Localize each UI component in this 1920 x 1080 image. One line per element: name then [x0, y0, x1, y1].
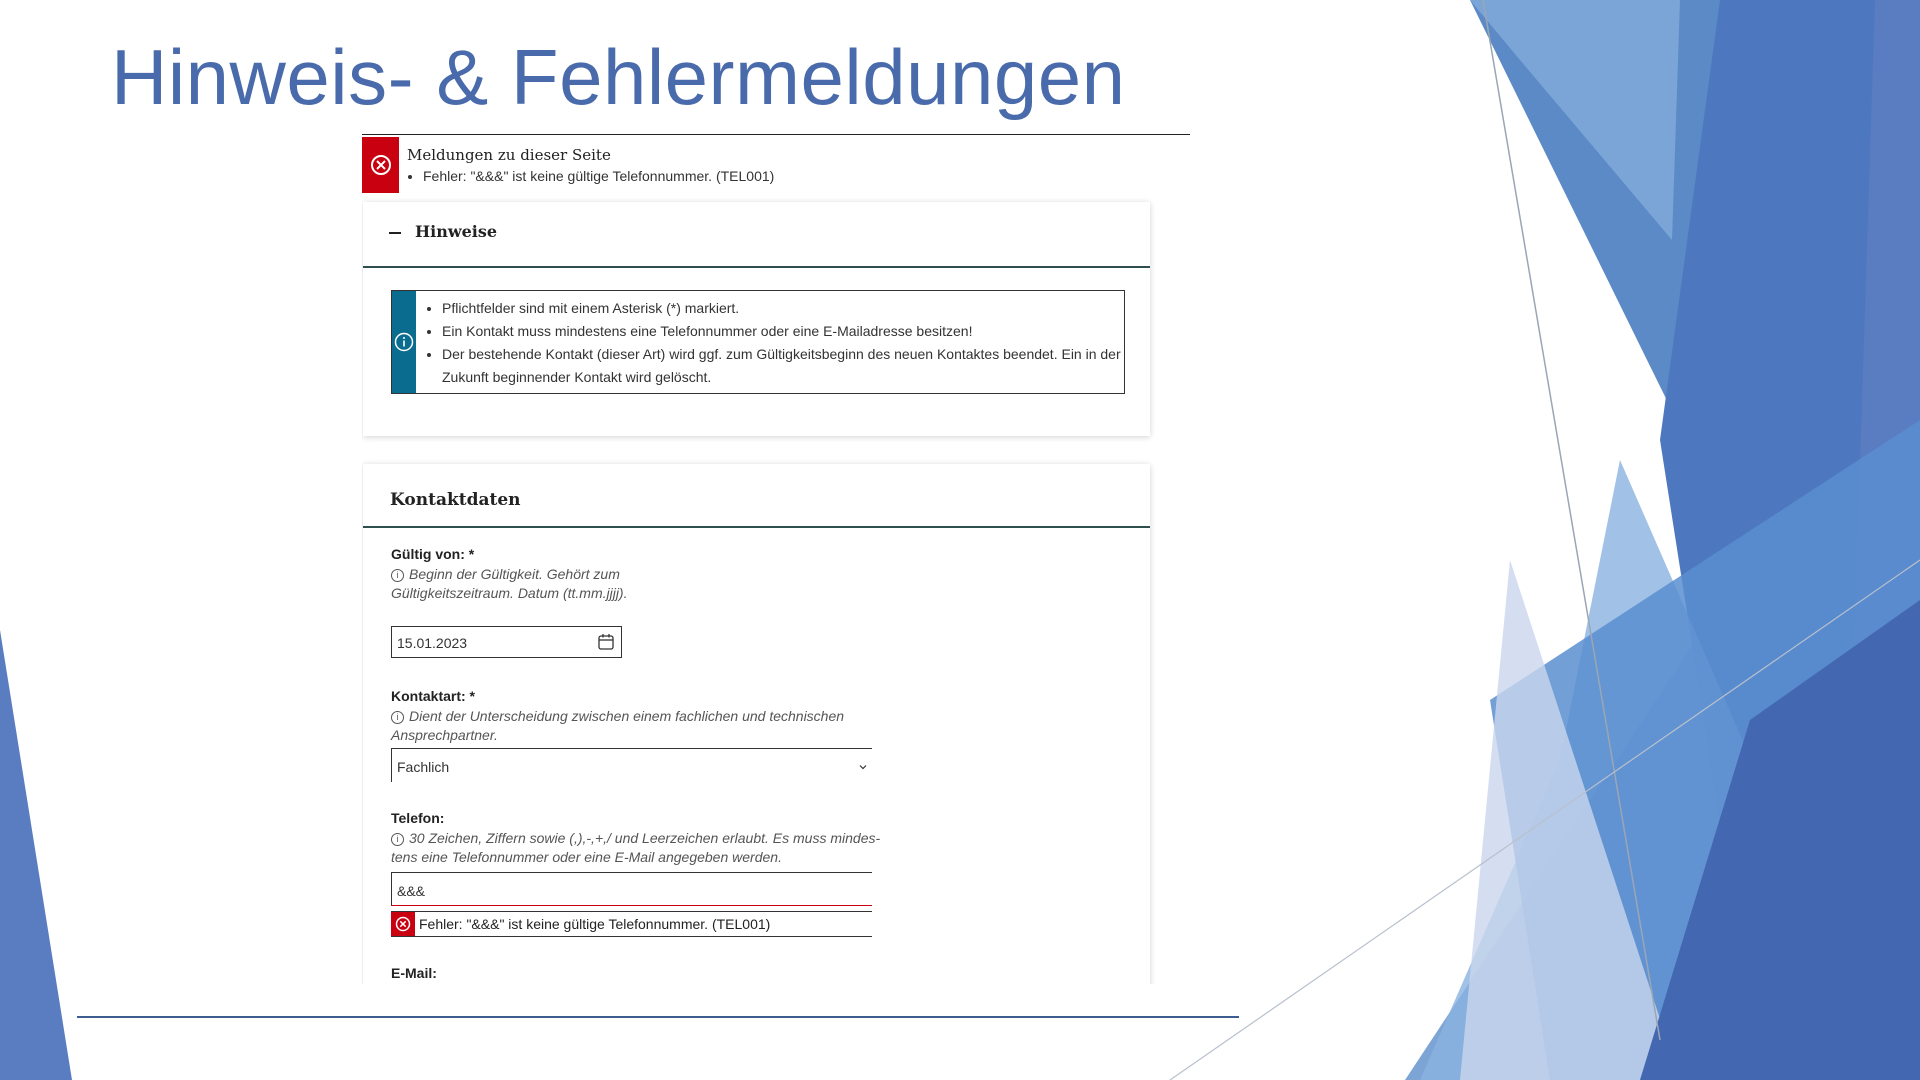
form-screenshot [362, 132, 1190, 984]
error-circle-x-icon [362, 137, 399, 193]
error-circle-x-icon [391, 912, 415, 936]
telefon-error-text: Fehler: "&&&" ist keine gültige Telefonnummer. (TEL001) [419, 916, 771, 932]
gueltig-von-value: 15.01.2023 [397, 635, 468, 651]
hinweise-toggle-label: Hinweise [415, 222, 498, 241]
telefon-hint: i 30 Zeichen, Ziffern sowie (,),-,+,/ und Leerzeichen erlaubt. Es muss mindes-tens eine Telefonnummer oder eine E-Mail angegeben werden. [391, 830, 881, 865]
gueltig-von-hint: i Beginn der Gültigkeit. Gehört zum Gültigkeitszeitraum. Datum (tt.mm.jjjj). [391, 566, 628, 601]
info-notice [391, 290, 1125, 394]
info-small-icon: i [391, 569, 404, 582]
telefon-value: &&& [397, 883, 426, 899]
hinweise-card [363, 202, 1150, 436]
gueltig-von-input[interactable] [391, 626, 622, 658]
minus-icon [389, 232, 401, 234]
info-small-icon: i [391, 833, 404, 846]
telefon-error-message [391, 911, 872, 937]
calendar-icon[interactable] [597, 633, 615, 654]
email-label: E-Mail: [391, 965, 437, 981]
kontaktdaten-card [363, 464, 1150, 984]
info-circle-icon [392, 291, 416, 393]
kontaktart-select[interactable] [391, 748, 872, 782]
page-message-item: • Fehler: "&&&" ist keine gültige Telefonnummer. (TEL001) [423, 168, 774, 184]
hinweise-header[interactable] [363, 202, 1150, 268]
gueltig-von-label: Gültig von: * [391, 546, 475, 562]
kontaktdaten-header [363, 464, 1150, 528]
footer-divider [77, 1016, 1239, 1018]
telefon-input[interactable] [391, 872, 872, 906]
info-small-icon: i [391, 711, 404, 724]
hinweis-item: • Der bestehende Kontakt (dieser Art) wird ggf. zum Gültigkeitsbeginn des neuen Kontaktes beendet. Ein in der Zukunft beginnender Kontakt wird gelöscht. [442, 343, 1132, 389]
kontaktdaten-heading: Kontaktdaten [390, 490, 521, 510]
page-messages-banner [362, 134, 1190, 193]
hinweis-item: • Pflichtfelder sind mit einem Asterisk (*) markiert. [442, 297, 1132, 320]
chevron-down-icon [858, 759, 868, 775]
kontaktart-value: Fachlich [397, 759, 450, 775]
hinweis-item: • Ein Kontakt muss mindestens eine Telefonnummer oder eine E-Mailadresse besitzen! [442, 320, 1132, 343]
kontaktart-hint: i Dient der Unterscheidung zwischen einem fachlichen und technischen Ansprechpartner. [391, 708, 845, 743]
slide-title: Hinweis- & Fehlermeldungen [111, 33, 1126, 121]
kontaktart-label: Kontaktart: * [391, 688, 476, 704]
telefon-label: Telefon: [391, 810, 445, 826]
page-messages-title: Meldungen zu dieser Seite [407, 146, 611, 164]
